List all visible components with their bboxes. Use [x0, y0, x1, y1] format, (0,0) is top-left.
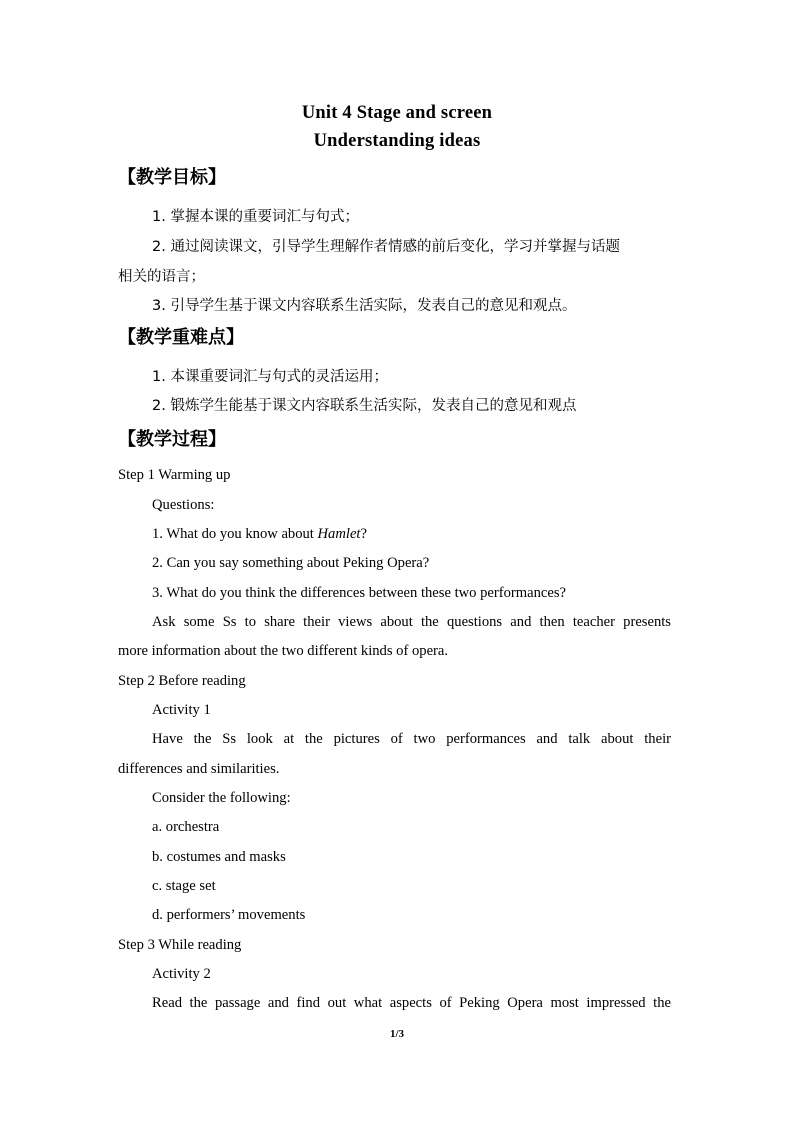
key-point-item: 1. 本课重要词汇与句式的灵活运用； — [152, 369, 388, 385]
objective-item: 1. 掌握本课的重要词汇与句式； — [152, 209, 359, 225]
questions-label: Questions: — [152, 497, 215, 513]
paragraph-line: differences and similarities. — [118, 761, 280, 777]
key-point-item: 2. 锻炼学生能基于课文内容联系生活实际，发表自己的意见和观点 — [152, 398, 577, 414]
objective-item-continued: 相关的语言； — [118, 269, 205, 285]
question-text: 1. What do you know about — [152, 526, 318, 542]
question-italic-title: Hamlet — [317, 526, 361, 542]
page-number: 1/3 — [389, 1028, 405, 1040]
objective-item: 2. 通过阅读课文，引导学生理解作者情感的前后变化，学习并掌握与话题 — [152, 239, 620, 255]
question-item: 3. What do you think the differences between these two performances? — [152, 585, 567, 601]
option-item: c. stage set — [152, 878, 216, 894]
activity-label: Activity 1 — [152, 702, 211, 718]
section-heading-objectives: 【教学目标】 — [118, 167, 226, 188]
activity-label: Activity 2 — [152, 966, 211, 982]
consider-label: Consider the following: — [152, 790, 291, 806]
option-item: d. performers’ movements — [152, 907, 306, 923]
paragraph-line: Have the Ss look at the pictures of two performances and talk about their — [152, 731, 671, 747]
document-title: Unit 4 Stage and screen — [301, 103, 493, 123]
section-heading-process: 【教学过程】 — [118, 429, 226, 450]
step-title: Step 2 Before reading — [118, 673, 246, 689]
section-heading-key-points: 【教学重难点】 — [118, 327, 244, 348]
paragraph-line: more information about the two different kinds of opera. — [118, 643, 449, 659]
option-item: b. costumes and masks — [152, 849, 286, 865]
document-subtitle: Understanding ideas — [313, 131, 481, 151]
paragraph-line: Read the passage and find out what aspects of Peking Opera most impressed the — [152, 995, 671, 1011]
step-title: Step 1 Warming up — [118, 467, 231, 483]
step-title: Step 3 While reading — [118, 937, 242, 953]
question-item — [152, 526, 367, 543]
option-item: a. orchestra — [152, 819, 220, 835]
question-text: ? — [360, 526, 367, 542]
objective-item: 3. 引导学生基于课文内容联系生活实际，发表自己的意见和观点。 — [152, 298, 577, 314]
question-item: 2. Can you say something about Peking Opera? — [152, 555, 430, 571]
paragraph-line: Ask some Ss to share their views about the questions and then teacher presents — [152, 614, 671, 630]
